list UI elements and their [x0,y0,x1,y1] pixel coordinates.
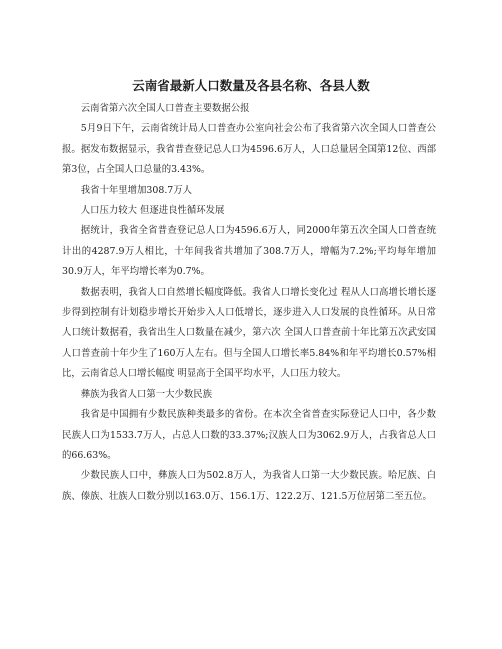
paragraph-yi-heading: 彝族为我省人口第一大少数民族 [80,388,213,400]
document-body [62,99,436,507]
paragraph-bulletin-release: 5月9日下午，云南省统计局人口普查办公室向社会公布了我省第六次全国人口普查公报。据发布数据显示，我省普查登记总人口为4596.6万人，人口总量居全国第12位、西部第3位，占全国人口总量的3.43%。 [62,123,436,176]
paragraph-increase-heading: 我省十年里增加308.7万人 [80,184,193,196]
document-title: 云南省最新人口数量及各县名称、各县人数 [132,78,370,93]
paragraph-pressure-heading: 人口压力较大 但逐进良性循环发展 [80,205,225,217]
paragraph-minority-share: 我省是中国拥有少数民族种类最多的省份。在本次全省普查实际登记人口中，各少数民族人口为1533.7万人，占总人口数的33.37%;汉族人口为3062.9万人，占我省总人口的66.63%。 [62,409,436,461]
paragraph-growth-analysis: 数据表明，我省人口自然增长幅度降低。我省人口增长变化过 程从人口高增长增长逐步得到控制有计划稳步增长开始步入人口低增长，逐步进入人口发展的良性循环。从日常人口统计数据看，我省出生人口数量在减少，第六次 全国人口普查前十年比第五次武安国人口普查前十年少生了160万人左右。但与全国人口增长率5.84%和年平均增长0.57%相比，云南省总人口增长幅度 明显高于全国平均水平，人口压力较大。 [62,286,436,380]
paragraph-minority-ranking: 少数民族人口中，彝族人口为502.8万人，为我省人口第一大少数民族。哈尼族、白族、傣族、壮族人口数分别以163.0万、156.1万、122.2万、121.5万位居第二至五位。 [62,470,436,502]
paragraph-bulletin-heading: 云南省第六次全国人口普查主要数据公报 [80,103,250,114]
paragraph-statistics: 据统计，我省全省普查登记总人口为4596.6万人，同2000年第五次全国人口普查统计出的4287.9万人相比，十年间我省共增加了308.7万人，增幅为7.2%;平均每年增加30.9万人，年平均增长率为0.7%。 [62,225,436,278]
